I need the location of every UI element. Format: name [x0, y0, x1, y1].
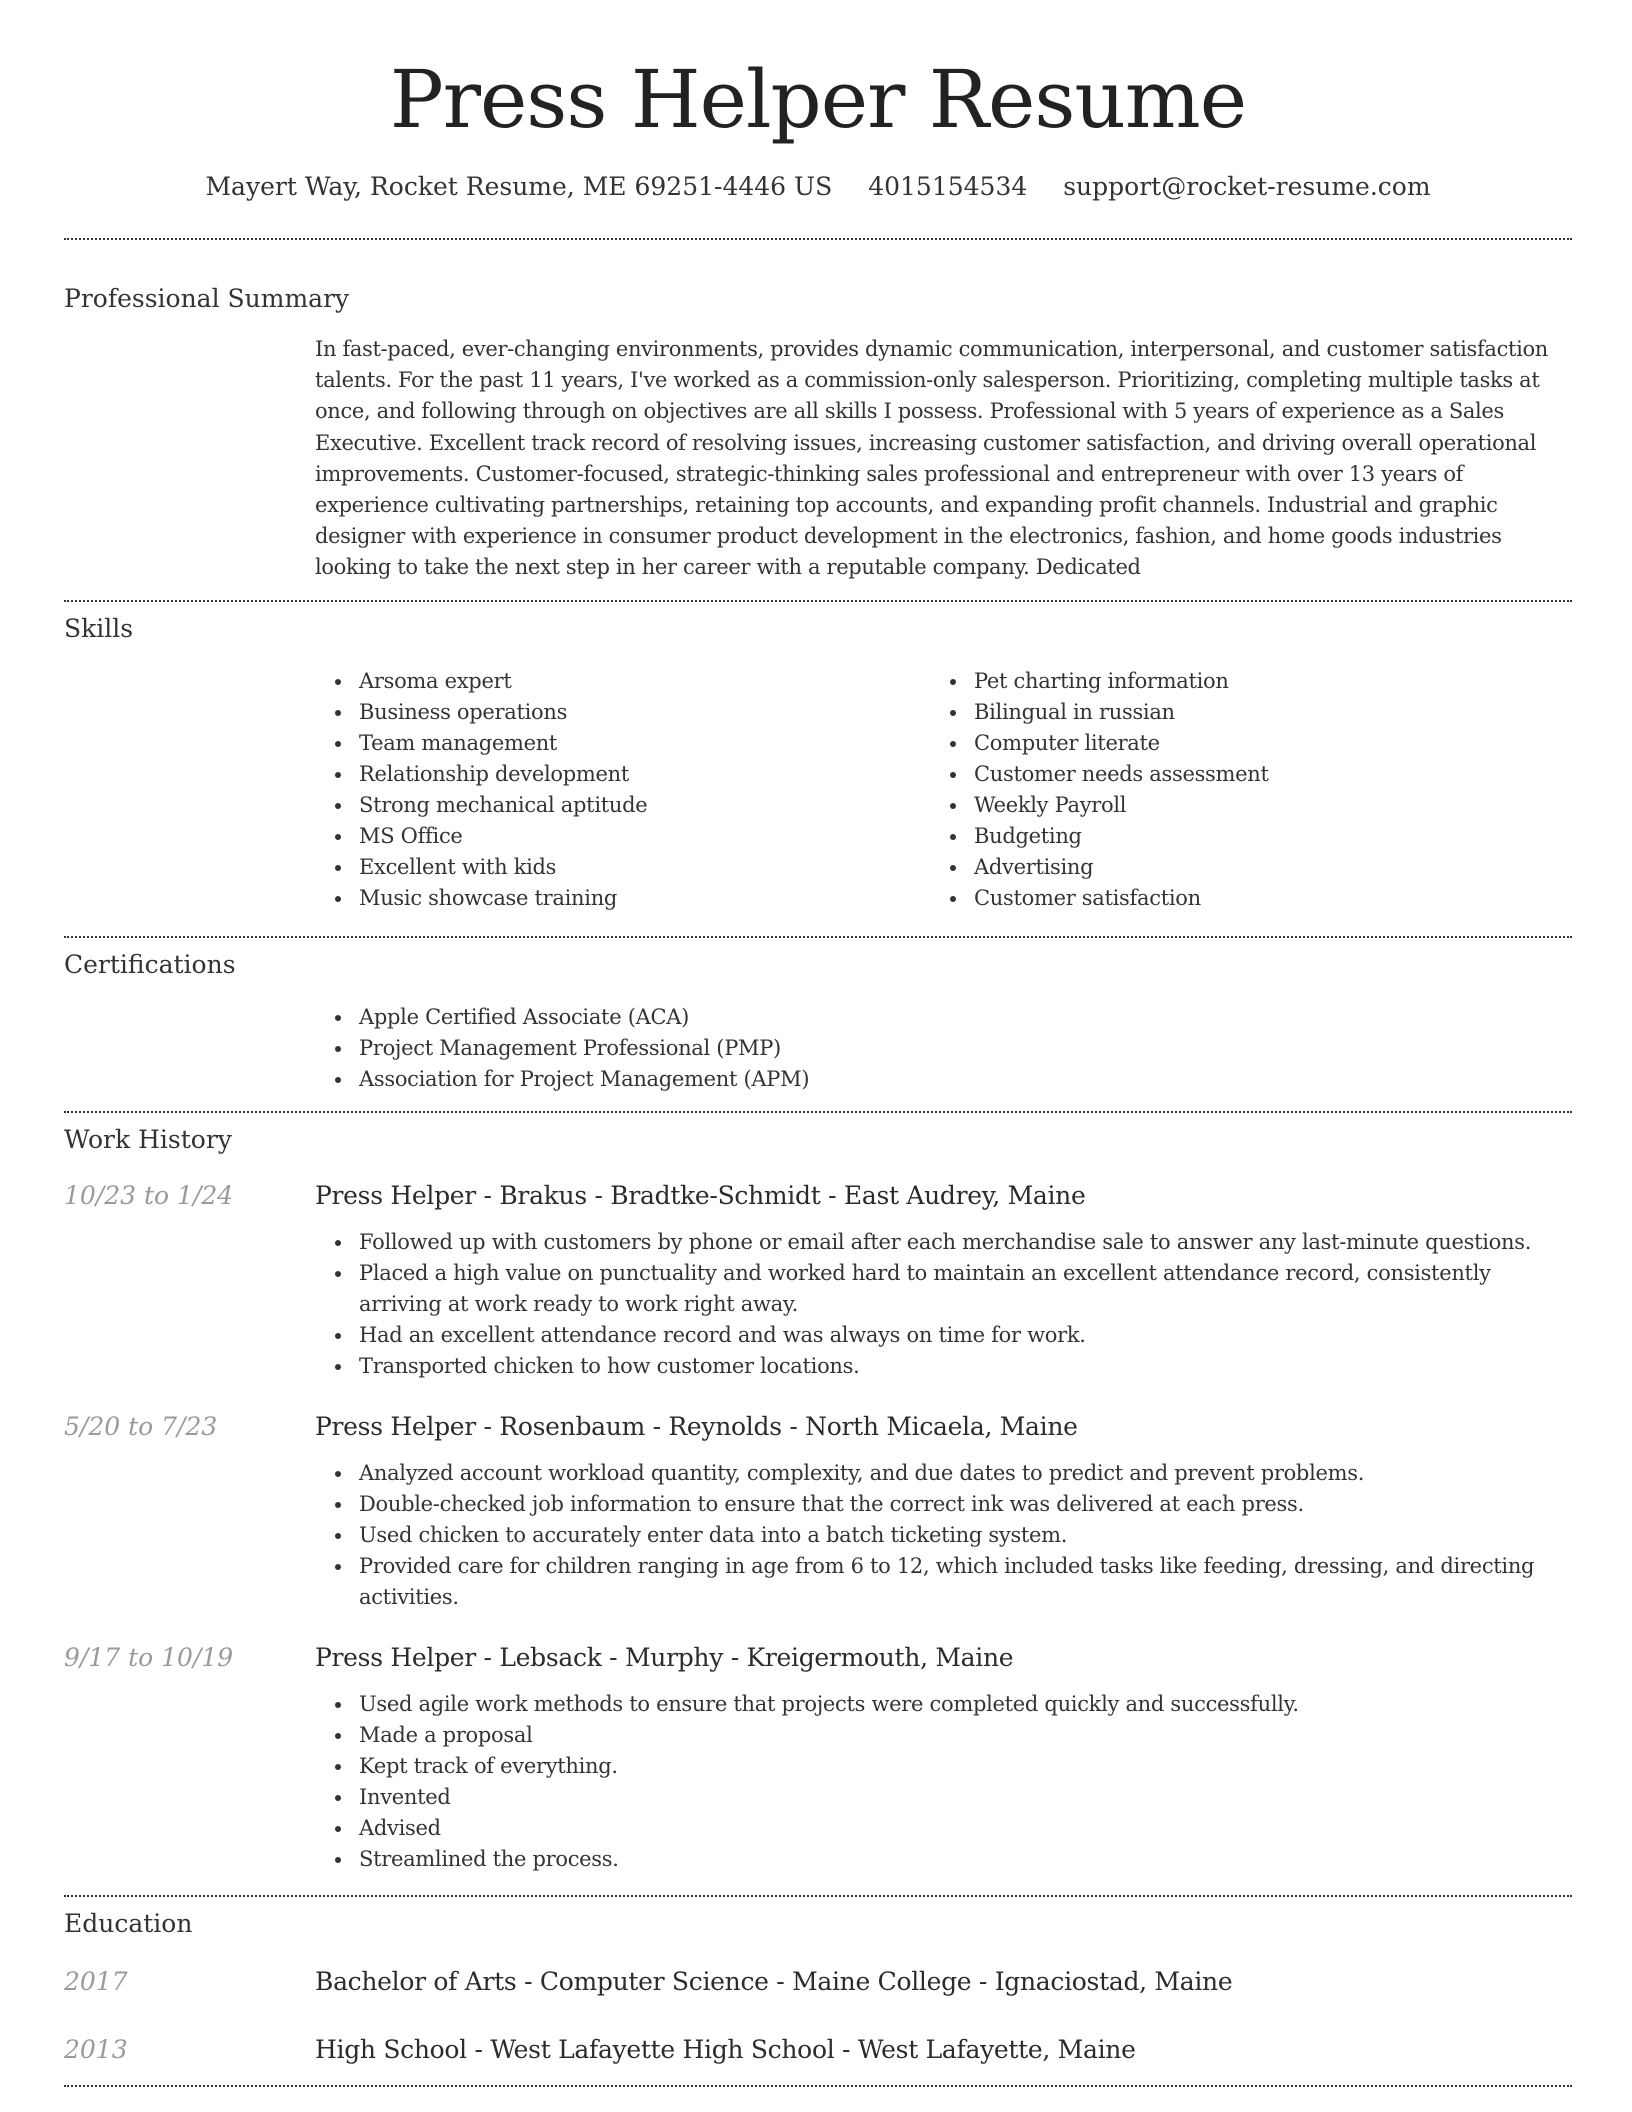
job-bullet: Analyzed account workload quantity, complexity, and due dates to predict and prevent problems. [315, 1458, 1572, 1489]
education-title: Bachelor of Arts - Computer Science - Maine College - Ignaciostad, Maine [315, 1966, 1233, 1996]
skills-list-right [930, 666, 1545, 914]
job-dates: 5/20 to 7/23 [64, 1411, 218, 1441]
education-entries [64, 1965, 1572, 2067]
job-details [315, 1458, 1572, 1613]
job-bullet: Had an excellent attendance record and was always on time for work. [315, 1320, 1572, 1351]
skill-item: Business operations [315, 697, 930, 728]
skills-list-left [315, 666, 930, 914]
contact-address: Mayert Way, Rocket Resume, ME 69251-4446 US [205, 172, 833, 201]
summary-heading: Professional Summary [64, 284, 350, 313]
skill-item: Bilingual in russian [930, 697, 1545, 728]
job-bullet: Advised [315, 1813, 1572, 1844]
job-bullet: Followed up with customers by phone or email after each merchandise sale to answer any last-minute questions. [315, 1227, 1572, 1258]
job-bullets [315, 1458, 1572, 1613]
education-entry [64, 2033, 1572, 2067]
section-divider [64, 936, 1572, 938]
resume-page [64, 0, 1572, 2087]
job-dates: 9/17 to 10/19 [64, 1642, 234, 1672]
education-year: 2017 [64, 1966, 128, 1996]
job-title: Press Helper - Rosenbaum - Reynolds - North Micaela, Maine [315, 1411, 1078, 1441]
summary-text: In fast-paced, ever-changing environments, provides dynamic communication, interpersonal, and customer satisfaction talents. For the past 11 years, I've worked as a commission-only salesperson. Prioritizing, completing multiple tasks at once, and following through on objectives are all skills I possess. Professional with 5 years of experience as a Sales Executive. Excellent track record of resolving issues, increasing customer satisfaction, and driving overall operational improvements. Customer-focused, strategic-thinking sales professional and entrepreneur with over 13 years of experience cultivating partnerships, retaining top accounts, and expanding profit channels. Industrial and graphic designer with experience in consumer product development in the electronics, fashion, and home goods industries looking to take the next step in her career with a reputable company. Dedicated [315, 337, 1548, 580]
contact-email: support@rocket-resume.com [1063, 172, 1431, 201]
job-entry [64, 1410, 1572, 1613]
contact-phone: 4015154534 [868, 172, 1028, 201]
skill-item: Arsoma expert [315, 666, 930, 697]
skill-item: Computer literate [930, 728, 1545, 759]
education-entry [64, 1965, 1572, 1999]
section-divider [64, 600, 1572, 602]
job-bullet: Made a proposal [315, 1720, 1572, 1751]
skill-item: Pet charting information [930, 666, 1545, 697]
skill-item: Excellent with kids [315, 852, 930, 883]
job-bullet: Double-checked job information to ensure that the correct ink was delivered at each press. [315, 1489, 1572, 1520]
skill-item: Customer satisfaction [930, 883, 1545, 914]
summary-section [64, 282, 1572, 584]
contact-line [64, 170, 1572, 204]
job-details [315, 1689, 1572, 1875]
skill-item: Budgeting [930, 821, 1545, 852]
work-history-heading: Work History [64, 1124, 232, 1154]
resume-title: Press Helper Resume [389, 53, 1247, 146]
section-divider [64, 1895, 1572, 1897]
job-title: Press Helper - Lebsack - Murphy - Kreigermouth, Maine [315, 1642, 1014, 1672]
section-divider [64, 1111, 1572, 1113]
job-bullet: Transported chicken to how customer locations. [315, 1351, 1572, 1382]
skill-item: Customer needs assessment [930, 759, 1545, 790]
job-bullet: Streamlined the process. [315, 1844, 1572, 1875]
work-history-section [64, 1123, 1572, 1875]
certifications-list [315, 1002, 1572, 1095]
job-bullets [315, 1689, 1572, 1875]
skill-item: Weekly Payroll [930, 790, 1545, 821]
job-bullet: Placed a high value on punctuality and worked hard to maintain an excellent attendance record, consistently arriving at work ready to work right away. [315, 1258, 1572, 1320]
certification-item: Apple Certified Associate (ACA) [315, 1002, 1572, 1033]
skills-columns [315, 666, 1572, 914]
skill-item: Music showcase training [315, 883, 930, 914]
skills-heading: Skills [64, 613, 134, 643]
certification-item: Project Management Professional (PMP) [315, 1033, 1572, 1064]
job-bullet: Kept track of everything. [315, 1751, 1572, 1782]
education-title: High School - West Lafayette High School - West Lafayette, Maine [315, 2034, 1136, 2064]
skill-item: MS Office [315, 821, 930, 852]
education-year: 2013 [64, 2034, 128, 2064]
job-bullet: Used chicken to accurately enter data into a batch ticketing system. [315, 1520, 1572, 1551]
section-divider [64, 238, 1572, 240]
skill-item: Advertising [930, 852, 1545, 883]
job-dates: 10/23 to 1/24 [64, 1180, 234, 1210]
skill-item: Strong mechanical aptitude [315, 790, 930, 821]
job-details [315, 1227, 1572, 1382]
job-title: Press Helper - Brakus - Bradtke-Schmidt - East Audrey, Maine [315, 1180, 1086, 1210]
job-bullets [315, 1227, 1572, 1382]
job-bullet: Used agile work methods to ensure that projects were completed quickly and successfully. [315, 1689, 1572, 1720]
job-bullet: Provided care for children ranging in age from 6 to 12, which included tasks like feeding, dressing, and directing activities. [315, 1551, 1572, 1613]
certifications-heading: Certifications [64, 949, 236, 979]
skill-item: Team management [315, 728, 930, 759]
job-entry [64, 1179, 1572, 1382]
job-bullet: Invented [315, 1782, 1572, 1813]
skill-item: Relationship development [315, 759, 930, 790]
education-section [64, 1907, 1572, 2067]
education-heading: Education [64, 1908, 193, 1938]
certification-item: Association for Project Management (APM) [315, 1064, 1572, 1095]
certifications-section [64, 948, 1572, 1095]
certifications-body [315, 1002, 1572, 1095]
work-history-entries [64, 1179, 1572, 1875]
job-entry [64, 1641, 1572, 1875]
section-divider [64, 2085, 1572, 2087]
skills-section [64, 612, 1572, 914]
